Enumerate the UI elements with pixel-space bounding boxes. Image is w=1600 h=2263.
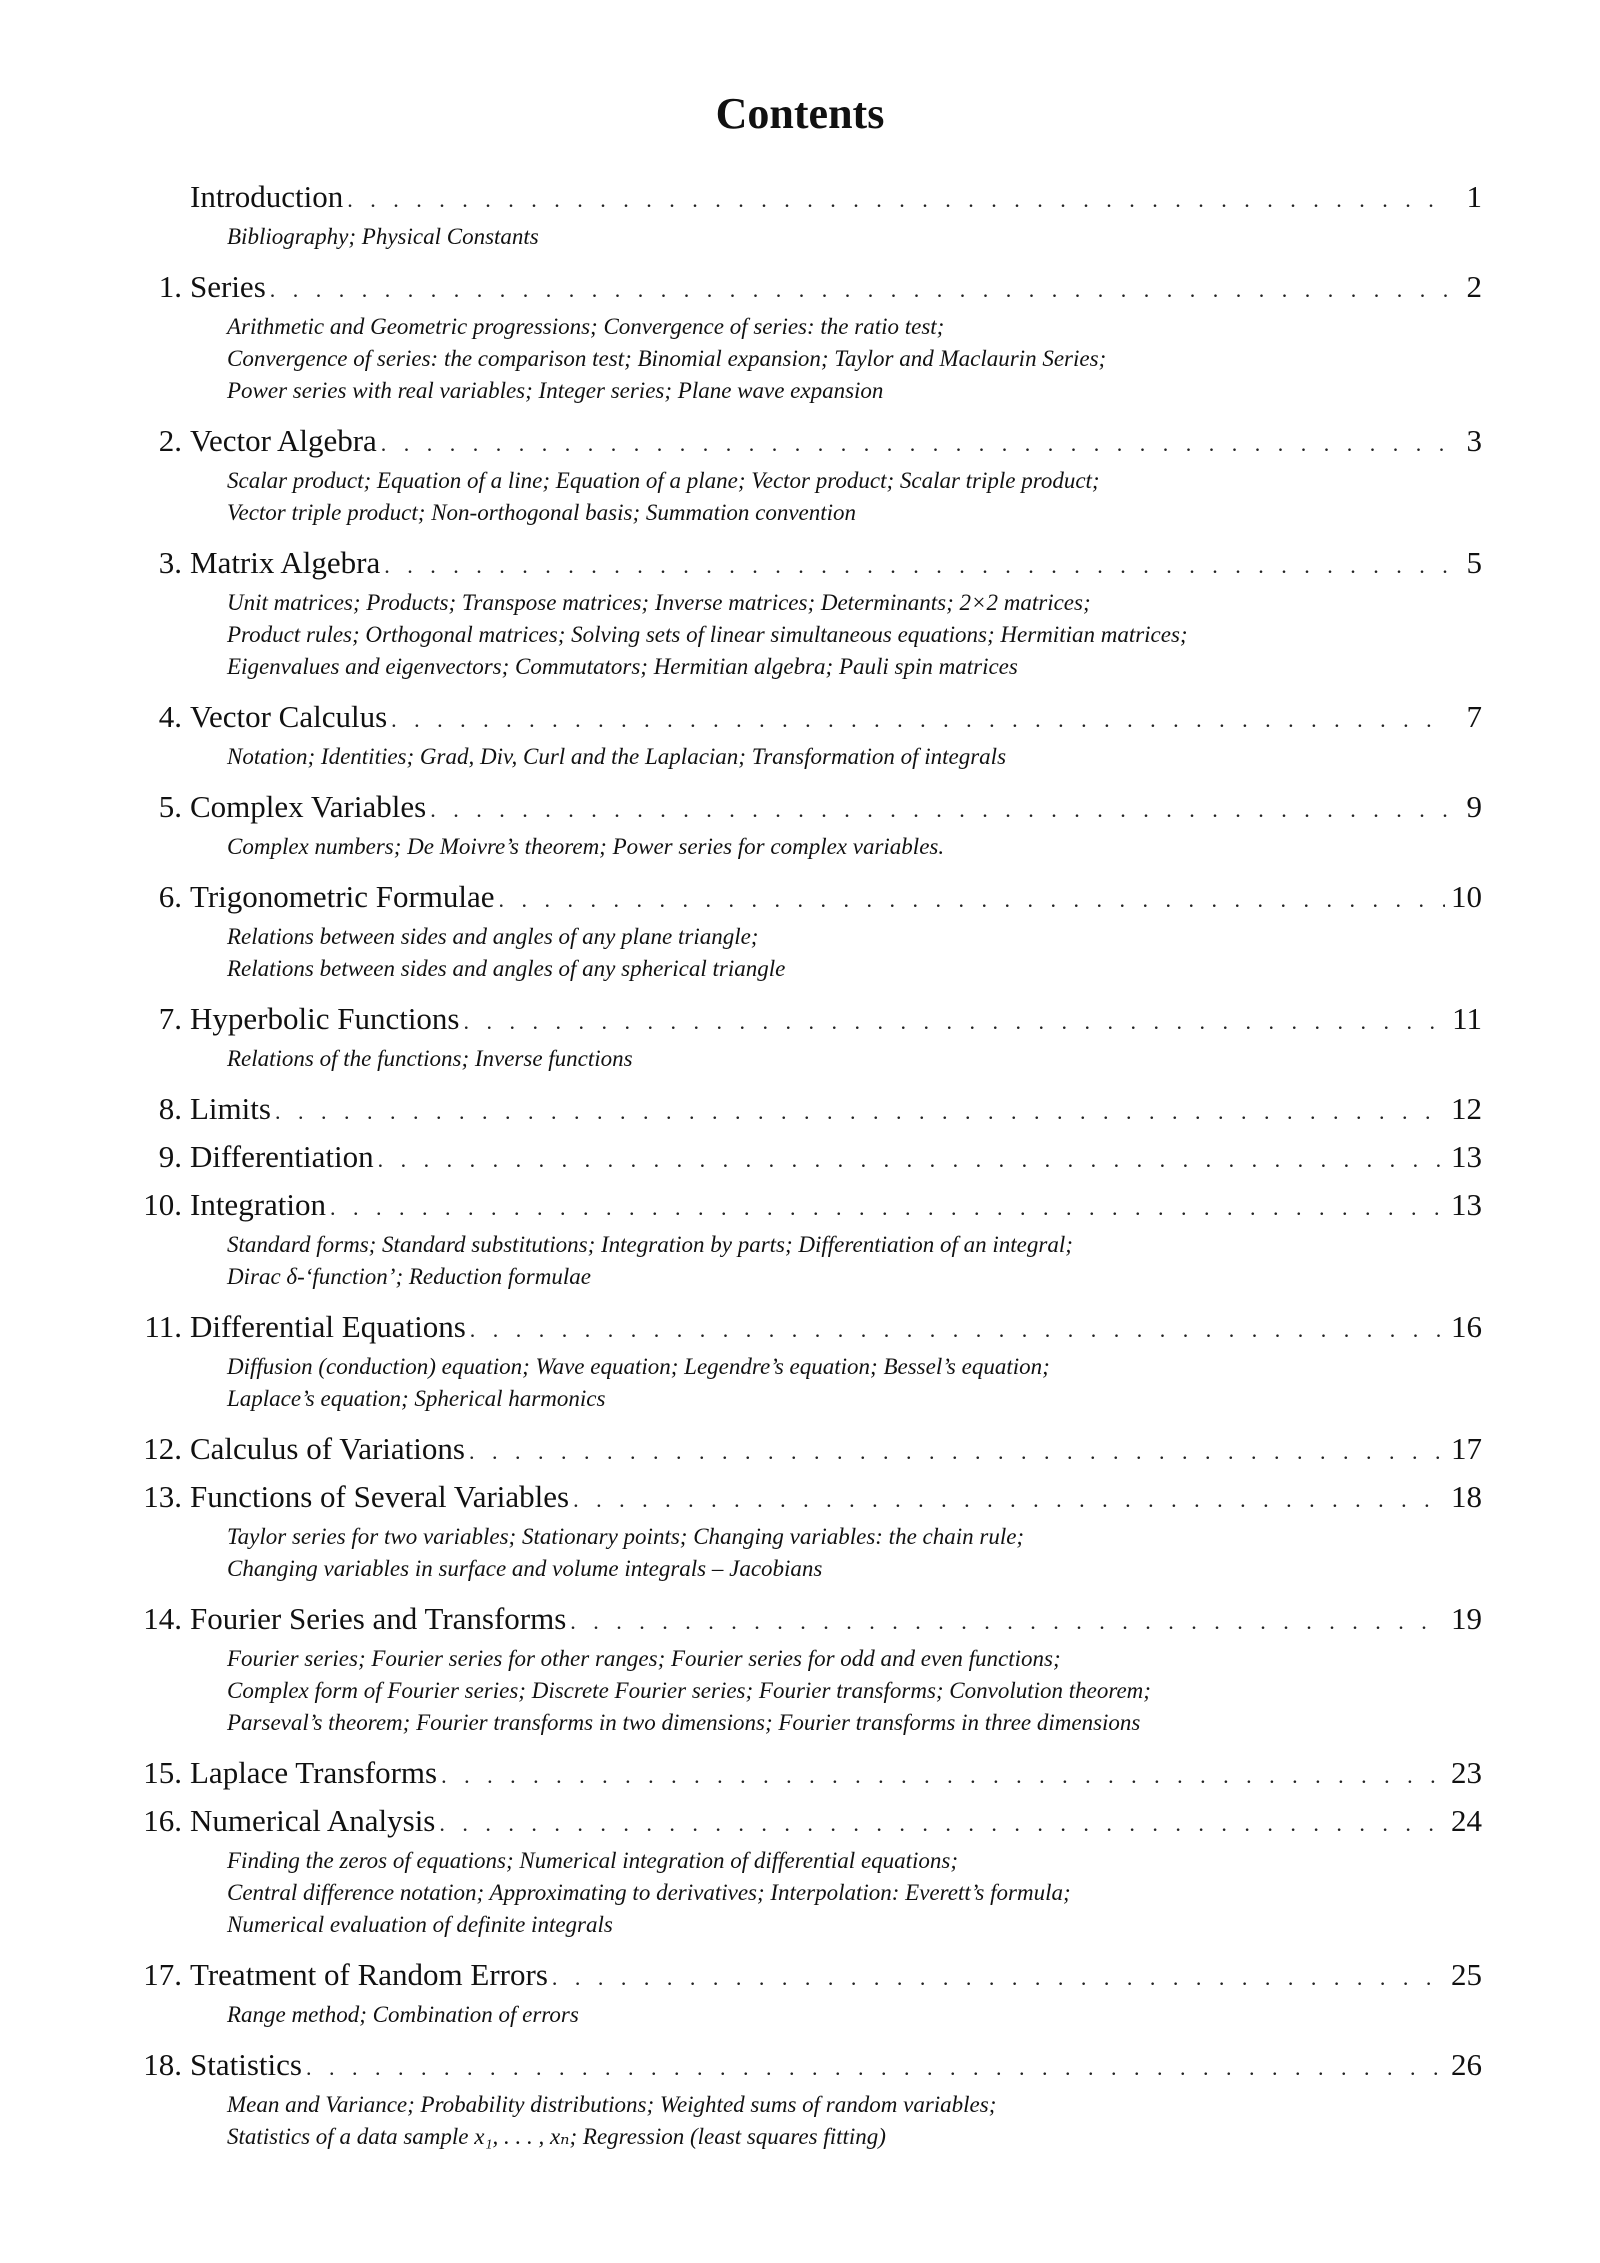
toc-entry <box>130 419 1482 541</box>
toc-entry-link[interactable] <box>130 541 1482 585</box>
toc-entry-link[interactable] <box>130 1305 1482 1349</box>
dot-leader <box>570 1600 1445 1644</box>
toc-entry <box>130 1183 1482 1305</box>
section-number: 17. <box>143 1957 182 1992</box>
dot-leader <box>552 1956 1445 2000</box>
dot-leader <box>330 1186 1445 1230</box>
toc-entry-link[interactable] <box>130 785 1482 829</box>
section-title: Statistics <box>190 2047 302 2082</box>
subtopic-line: Unit matrices; Products; Transpose matrices; Inverse matrices; Determinants; 2×2 matrices; <box>227 590 1091 615</box>
section-number: 13. <box>143 1479 182 1514</box>
subtopic-line: Central difference notation; Approximating to derivatives; Interpolation: Everett’s formula; <box>227 1880 1071 1905</box>
section-title: Differential Equations <box>190 1309 466 1344</box>
toc-entry <box>130 175 1482 265</box>
subtopic-line: Relations between sides and angles of any spherical triangle <box>227 956 786 981</box>
page-number: 3 <box>1466 423 1482 458</box>
section-title: Differentiation <box>190 1139 374 1174</box>
section-number: 2. <box>158 423 182 458</box>
subtopic-line: Changing variables in surface and volume integrals – Jacobians <box>227 1556 823 1581</box>
subtopic-line: Arithmetic and Geometric progressions; Convergence of series: the ratio test; <box>227 314 945 339</box>
section-number: 3. <box>158 545 182 580</box>
page-number: 26 <box>1451 2047 1482 2082</box>
page-number: 2 <box>1466 269 1482 304</box>
toc-entry <box>130 1427 1482 1475</box>
toc-entry-link[interactable] <box>130 419 1482 463</box>
section-number: 9. <box>158 1139 182 1174</box>
toc-entry <box>130 1597 1482 1751</box>
page-number: 11 <box>1452 1001 1482 1036</box>
subtopic-line: Taylor series for two variables; Stationary points; Changing variables: the chain rule; <box>227 1524 1025 1549</box>
dot-leader <box>381 422 1448 466</box>
toc-entry-link[interactable] <box>130 1183 1482 1227</box>
toc-entry-link[interactable] <box>130 1135 1482 1179</box>
subtopic-line: Range method; Combination of errors <box>227 2002 579 2027</box>
section-title: Trigonometric Formulae <box>190 879 495 914</box>
dot-leader <box>430 788 1448 832</box>
subtopic-line: Bibliography; Physical Constants <box>227 224 539 249</box>
section-number: 14. <box>143 1601 182 1636</box>
subtopic-line: Relations of the functions; Inverse functions <box>227 1046 633 1071</box>
dot-leader <box>464 1000 1447 1044</box>
section-number: 6. <box>158 879 182 914</box>
dot-leader <box>378 1138 1445 1182</box>
subtopic-line: Convergence of series: the comparison test; Binomial expansion; Taylor and Maclaurin Series; <box>227 346 1107 371</box>
section-number: 16. <box>143 1803 182 1838</box>
dot-leader <box>391 698 1448 742</box>
page-number: 18 <box>1451 1479 1482 1514</box>
subtopic-line: Mean and Variance; Probability distributions; Weighted sums of random variables; <box>227 2092 997 2117</box>
page-number: 7 <box>1466 699 1482 734</box>
toc-entry-link[interactable] <box>130 1799 1482 1843</box>
section-title: Treatment of Random Errors <box>190 1957 548 1992</box>
toc-entry-link[interactable] <box>130 1751 1482 1795</box>
page-number: 13 <box>1451 1187 1482 1222</box>
subtopics <box>227 1997 1482 2043</box>
section-number: 10. <box>143 1187 182 1222</box>
section-title: Functions of Several Variables <box>190 1479 570 1514</box>
subtopic-line: Parseval’s theorem; Fourier transforms in two dimensions; Fourier transforms in three dimensions <box>227 1710 1141 1735</box>
toc-entry <box>130 785 1482 875</box>
section-number: 11. <box>144 1309 182 1344</box>
subtopics <box>227 219 1482 265</box>
section-number: 7. <box>158 1001 182 1036</box>
dot-leader <box>439 1802 1445 1846</box>
section-title: Matrix Algebra <box>190 545 381 580</box>
toc-entry-link[interactable] <box>130 875 1482 919</box>
dot-leader <box>384 544 1448 588</box>
page-number: 1 <box>1466 179 1482 214</box>
section-number: 12. <box>143 1431 182 1466</box>
toc-entry-link[interactable] <box>130 2043 1482 2087</box>
subtopic-line: Scalar product; Equation of a line; Equation of a plane; Vector product; Scalar triple product; <box>227 468 1100 493</box>
toc-entry <box>130 1305 1482 1427</box>
toc-entry <box>130 875 1482 997</box>
section-number: 15. <box>143 1755 182 1790</box>
page-number: 13 <box>1451 1139 1482 1174</box>
toc-entry <box>130 1953 1482 2043</box>
subtopic-line: Complex form of Fourier series; Discrete Fourier series; Fourier transforms; Convolution theorem; <box>227 1678 1151 1703</box>
section-title: Vector Algebra <box>190 423 377 458</box>
page-number: 5 <box>1466 545 1482 580</box>
section-title: Hyperbolic Functions <box>190 1001 460 1036</box>
section-title: Vector Calculus <box>190 699 388 734</box>
section-title: Limits <box>190 1091 271 1126</box>
page-number: 19 <box>1451 1601 1482 1636</box>
page-number: 16 <box>1451 1309 1482 1344</box>
toc-entry-link[interactable] <box>130 1953 1482 1997</box>
subtopics <box>227 1041 1482 1087</box>
section-title: Laplace Transforms <box>190 1755 438 1790</box>
page-title: Contents <box>715 89 885 138</box>
subtopics <box>227 1843 1482 1953</box>
section-title: Integration <box>190 1187 327 1222</box>
subtopic-line: Vector triple product; Non-orthogonal basis; Summation convention <box>227 500 857 525</box>
subtopic-line: Statistics of a data sample x₁, . . . , xₙ; Regression (least squares fitting) <box>227 2124 886 2149</box>
section-title: Series <box>190 269 266 304</box>
page-number: 23 <box>1451 1755 1482 1790</box>
toc-entry-link[interactable] <box>130 695 1482 739</box>
toc-entry-link[interactable] <box>130 265 1482 309</box>
section-title: Calculus of Variations <box>190 1431 465 1466</box>
page-number: 12 <box>1451 1091 1482 1126</box>
section-title: Complex Variables <box>190 789 427 824</box>
page-number: 17 <box>1451 1431 1482 1466</box>
section-number: 8. <box>158 1091 182 1126</box>
subtopic-line: Power series with real variables; Integer series; Plane wave expansion <box>227 378 884 403</box>
dot-leader <box>275 1090 1445 1134</box>
subtopics <box>227 309 1482 419</box>
subtopic-line: Complex numbers; De Moivre’s theorem; Power series for complex variables. <box>227 834 945 859</box>
section-title: Numerical Analysis <box>190 1803 436 1838</box>
subtopic-line: Diffusion (conduction) equation; Wave equation; Legendre’s equation; Bessel’s equation; <box>227 1354 1050 1379</box>
subtopics <box>227 1349 1482 1427</box>
toc-entry-link[interactable] <box>130 1087 1482 1131</box>
subtopic-line: Product rules; Orthogonal matrices; Solving sets of linear simultaneous equations; Hermitian matrices; <box>227 622 1188 647</box>
subtopic-line: Numerical evaluation of definite integrals <box>227 1912 613 1937</box>
table-of-contents <box>130 175 1482 2165</box>
toc-entry <box>130 1087 1482 1135</box>
section-title: Fourier Series and Transforms <box>190 1601 567 1636</box>
toc-entry <box>130 997 1482 1087</box>
section-number: 4. <box>158 699 182 734</box>
subtopics <box>227 2087 1482 2165</box>
toc-entry-link[interactable] <box>130 1427 1482 1471</box>
toc-entry <box>130 2043 1482 2165</box>
dot-leader <box>306 2046 1445 2090</box>
section-number: 5. <box>158 789 182 824</box>
section-number: 18. <box>143 2047 182 2082</box>
subtopics <box>227 829 1482 875</box>
dot-leader <box>573 1478 1445 1522</box>
toc-entry <box>130 695 1482 785</box>
page-number: 10 <box>1451 879 1482 914</box>
section-number: 1. <box>158 269 182 304</box>
dot-leader <box>469 1430 1445 1474</box>
toc-entry <box>130 265 1482 419</box>
subtopic-line: Relations between sides and angles of any plane triangle; <box>227 924 759 949</box>
toc-entry <box>130 1135 1482 1183</box>
toc-entry-link[interactable] <box>130 1597 1482 1641</box>
page-number: 24 <box>1451 1803 1482 1838</box>
dot-leader <box>441 1754 1445 1798</box>
subtopic-line: Notation; Identities; Grad, Div, Curl and the Laplacian; Transformation of integrals <box>227 744 1007 769</box>
subtopic-line: Laplace’s equation; Spherical harmonics <box>227 1386 606 1411</box>
toc-entry <box>130 1475 1482 1597</box>
subtopic-line: Dirac δ-‘function’; Reduction formulae <box>227 1264 591 1289</box>
subtopics <box>227 1519 1482 1597</box>
dot-leader <box>499 878 1445 922</box>
toc-entry-link[interactable] <box>130 175 1482 219</box>
toc-entry-link[interactable] <box>130 1475 1482 1519</box>
section-title: Introduction <box>190 179 344 214</box>
subtopics <box>227 585 1482 695</box>
toc-entry <box>130 541 1482 695</box>
subtopic-line: Standard forms; Standard substitutions; Integration by parts; Differentiation of an integral; <box>227 1232 1073 1257</box>
dot-leader <box>347 178 1448 222</box>
dot-leader <box>470 1308 1445 1352</box>
subtopics <box>227 1641 1482 1751</box>
toc-entry <box>130 1751 1482 1799</box>
subtopic-line: Fourier series; Fourier series for other ranges; Fourier series for odd and even functions; <box>227 1646 1061 1671</box>
subtopics <box>227 739 1482 785</box>
subtopic-line: Eigenvalues and eigenvectors; Commutators; Hermitian algebra; Pauli spin matrices <box>227 654 1018 679</box>
page-number: 9 <box>1466 789 1482 824</box>
subtopic-line: Finding the zeros of equations; Numerical integration of differential equations; <box>227 1848 959 1873</box>
toc-entry-link[interactable] <box>130 997 1482 1041</box>
subtopics <box>227 1227 1482 1305</box>
dot-leader <box>270 268 1448 312</box>
page-number: 25 <box>1451 1957 1482 1992</box>
subtopics <box>227 463 1482 541</box>
toc-entry <box>130 1799 1482 1953</box>
subtopics <box>227 919 1482 997</box>
